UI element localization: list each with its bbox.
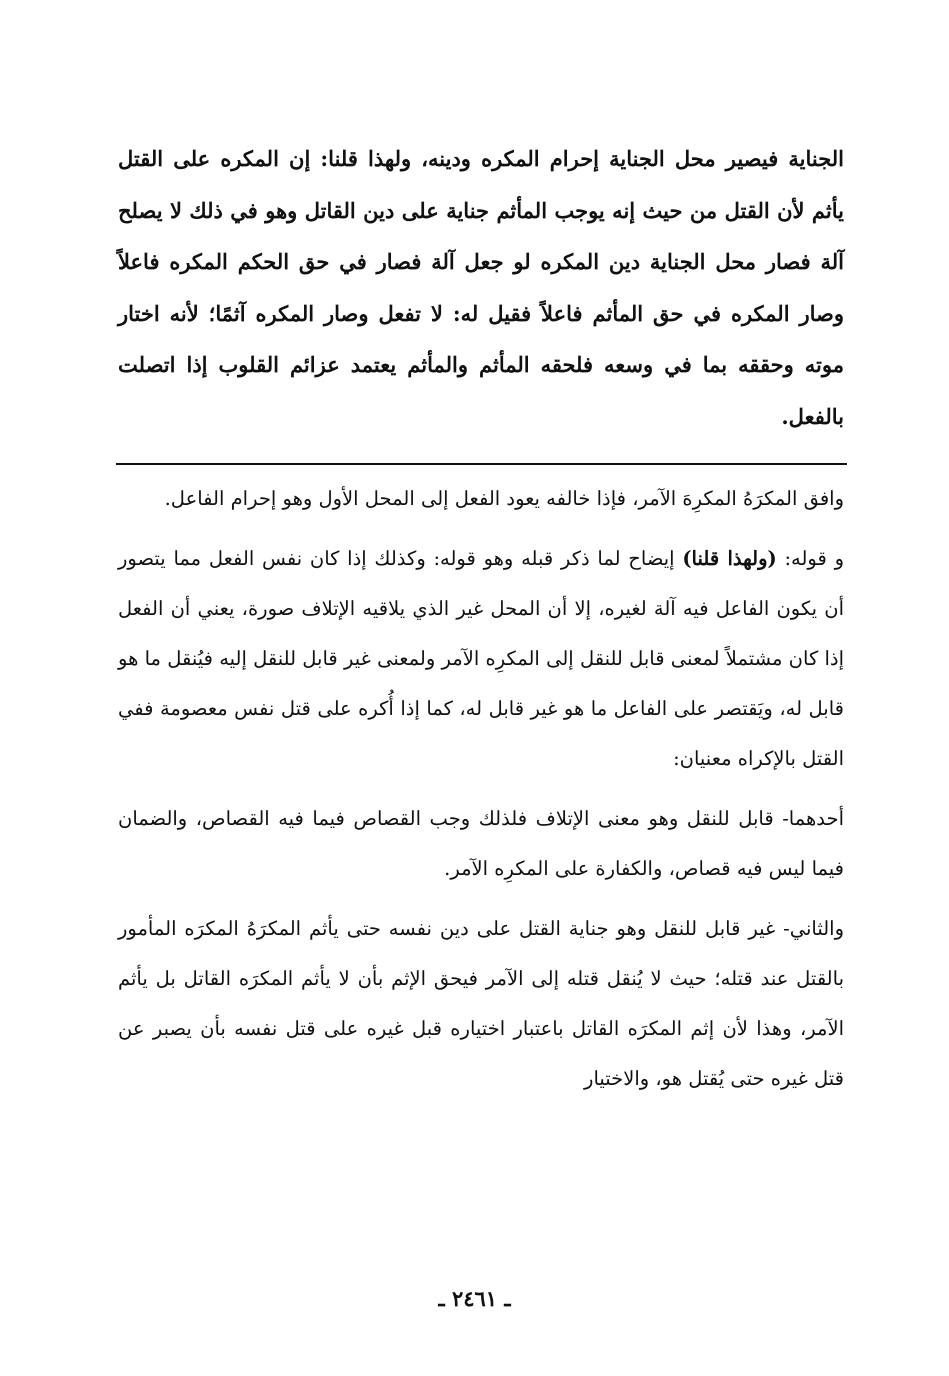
commentary-paragraph-4: والثاني- غير قابل للنقل وهو جناية القتل على دين نفسه حتى يأثم المكرَهُ المكرَه المأمور بالقتل عند قتله؛ حيث لا يُنقل قتله إلى الآمر فيحق الإثم بأن لا يأثم المكرَه القاتل بل يأثم الآمر، وهذا لأن إثم المكرَه القاتل باعتبار اختياره قبل غيره على قتل نفسه بأن يصبر عن قتل غيره حتى يُقتل هو، والاختيار	[118, 917, 844, 1090]
commentary	[118, 474, 844, 1104]
main-text	[118, 133, 844, 442]
commentary-intro: و قوله:	[784, 547, 844, 570]
commentary-paragraph-2	[118, 534, 844, 784]
commentary-rest: إيضاح لما ذكر قبله وهو قوله: وكذلك إذا كان نفس الفعل مما يتصور أن يكون الفاعل فيه آلة لغيره، إلا أن المحل غير الذي يلاقيه الإتلاف صورة، يعني أن الفعل إذا كان مشتملاً لمعنى قابل للنقل إلى المكرِه الآمر ولمعنى غير قابل للنقل إليه فيُنقل ما هو قابل له، ويَقتصر على الفاعل ما هو غير قابل له، كما إذا أُكره على قتل نفس معصومة ففي القتل بالإكراه معنيان:	[118, 547, 844, 770]
commentary-quote: (ولهذا قلنا)	[682, 547, 777, 570]
commentary-paragraph-3: أحدهما- قابل للنقل وهو معنى الإتلاف فلذلك وجب القصاص فيما فيه القصاص، والضمان فيما ليس فيه قصاص، والكفارة على المكرِه الآمر.	[118, 807, 844, 880]
commentary-paragraph-1: وافق المكرَهُ المكرِهَ الآمر، فإذا خالفه يعود الفعل إلى المحل الأول وهو إحرام الفاعل.	[164, 487, 844, 510]
main-paragraph: الجناية فيصير محل الجناية إحرام المكره ودينه، ولهذا قلنا: إن المكره على القتل يأثم لأن القتل من حيث إنه يوجب المأثم جناية على دين القاتل وهو في ذلك لا يصلح آلة فصار محل الجناية دين المكره لو جعل آلة فصار في حق الحكم المكره فاعلاً وصار المكره في حق المأثم فاعلاً فقيل له: لا تفعل وصار المكره آثمًا؛ لأنه اختار موته وحققه بما في وسعه فلحقه المأثم والمأثم يعتمد عزائم القلوب إذا اتصلت بالفعل.	[118, 146, 844, 429]
page-number: ـ ٢٤٦١ ـ	[438, 1286, 511, 1311]
footnote-divider	[116, 463, 847, 465]
